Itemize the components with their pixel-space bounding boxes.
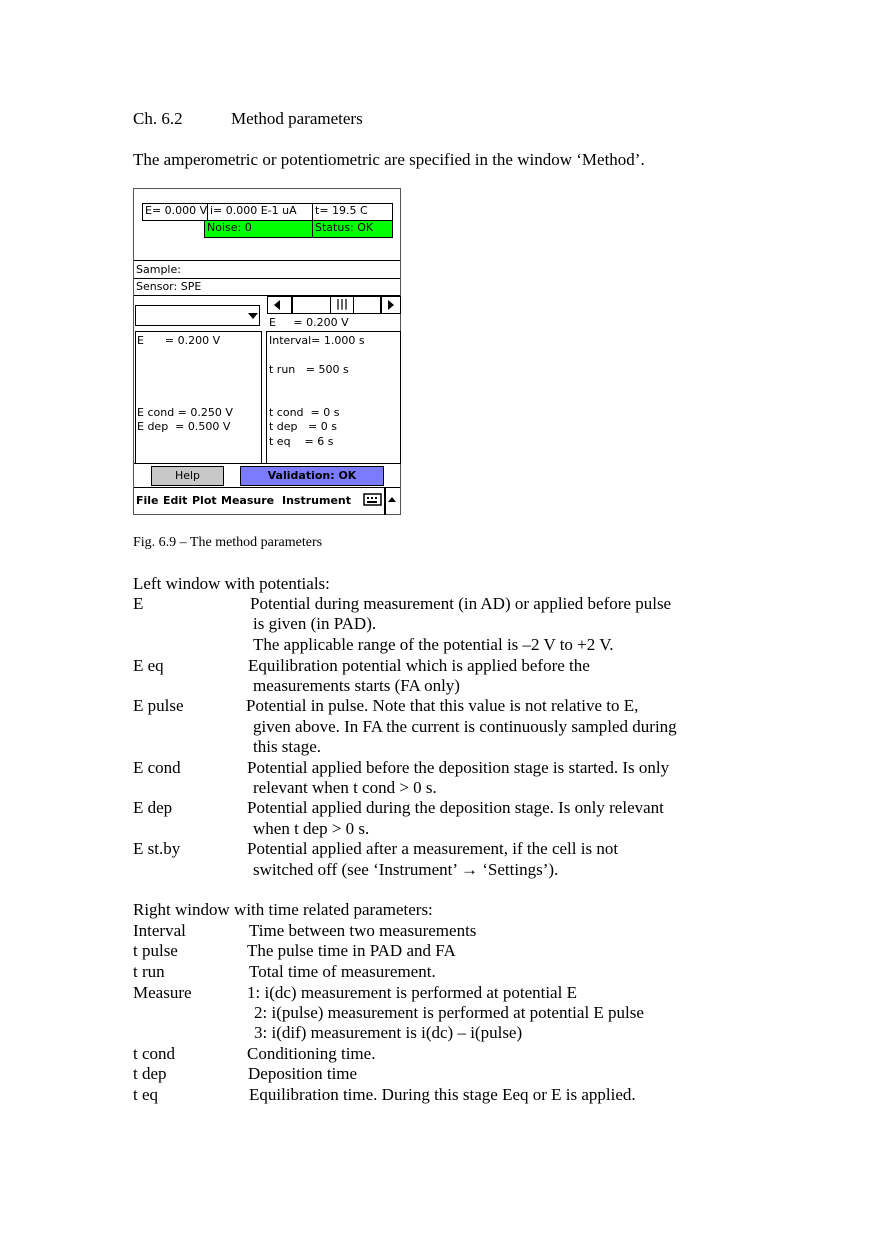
noise-indicator: Noise: 0 — [204, 220, 313, 238]
def-e-dep-line2: when t dep > 0 s. — [253, 819, 370, 838]
menu-instrument[interactable]: Instrument — [282, 494, 351, 507]
param-interval[interactable]: Interval= 1.000 s — [269, 334, 365, 347]
def-e-dep-line1: Potential applied during the deposition stage. Is only relevant — [247, 798, 664, 817]
param-t-cond[interactable]: t cond = 0 s — [269, 406, 340, 419]
mode-select[interactable] — [135, 305, 260, 326]
def-e-line3: The applicable range of the potential is –2 V to +2 V. — [253, 635, 614, 654]
def-t-dep: Deposition time — [248, 1064, 358, 1083]
def-e-pulse-line1: Potential in pulse. Note that this value is not relative to E, — [246, 696, 639, 715]
term-interval: Interval — [133, 921, 186, 940]
figure-caption: Fig. 6.9 – The method parameters — [133, 535, 323, 550]
param-e-dep[interactable]: E dep = 0.500 V — [137, 420, 231, 433]
menu-measure[interactable]: Measure — [221, 494, 275, 507]
method-window-screenshot — [133, 188, 401, 515]
validation-button[interactable]: Validation: OK — [240, 466, 384, 486]
scroll-right-icon[interactable] — [388, 300, 394, 310]
def-e-pulse-line3: this stage. — [253, 737, 321, 756]
horizontal-scrollbar[interactable] — [267, 296, 401, 314]
term-e-cond: E cond — [133, 758, 181, 777]
def-t-eq: Equilibration time. During this stage Eeq or E is applied. — [249, 1085, 636, 1104]
temperature-readout: t= 19.5 C — [312, 203, 393, 221]
def-e-eq-line2: measurements starts (FA only) — [253, 676, 460, 695]
param-e-cond[interactable]: E cond = 0.250 V — [137, 406, 233, 419]
def-interval: Time between two measurements — [249, 921, 477, 940]
def-e-cond-line1: Potential applied before the deposition stage is started. Is only — [247, 758, 670, 777]
param-t-eq[interactable]: t eq = 6 s — [269, 435, 334, 448]
term-e-dep: E dep — [133, 798, 173, 817]
term-e-pulse: E pulse — [133, 696, 184, 715]
def-e-line2: is given (in PAD). — [253, 614, 377, 633]
def-e-eq-line1: Equilibration potential which is applied before the — [248, 656, 590, 675]
def-e-stby-line2: switched off (see ‘Instrument’ → ‘Settings’). — [253, 860, 559, 879]
term-t-dep: t dep — [133, 1064, 167, 1083]
def-t-cond: Conditioning time. — [247, 1044, 376, 1063]
current-readout: i= 0.000 E-1 uA — [207, 203, 313, 221]
chapter-number: Ch. 6.2 — [133, 109, 183, 128]
param-e[interactable]: E = 0.200 V — [137, 334, 221, 347]
term-measure: Measure — [133, 983, 192, 1002]
menu-edit[interactable]: Edit — [163, 494, 188, 507]
potential-readout: E= 0.000 V — [142, 203, 208, 221]
term-t-run: t run — [133, 962, 165, 981]
def-t-run: Total time of measurement. — [249, 962, 436, 981]
left-params-panel[interactable] — [135, 331, 262, 464]
scroll-left-icon[interactable] — [274, 300, 280, 310]
chevron-down-icon — [248, 313, 258, 319]
menu-plot[interactable]: Plot — [192, 494, 217, 507]
term-t-cond: t cond — [133, 1044, 176, 1063]
term-e-eq: E eq — [133, 656, 164, 675]
def-measure-line2: 2: i(pulse) measurement is performed at potential E pulse — [254, 1003, 644, 1022]
def-t-pulse: The pulse time in PAD and FA — [247, 941, 456, 960]
def-measure-line1: 1: i(dc) measurement is performed at potential E — [247, 983, 577, 1002]
sensor-label: Sensor: SPE — [136, 280, 202, 293]
intro-paragraph: The amperometric or potentiometric are specified in the window ‘Method’. — [133, 150, 645, 169]
section-title: Method parameters — [231, 109, 363, 128]
help-button[interactable]: Help — [151, 466, 224, 486]
term-e: E — [133, 594, 144, 613]
right-section-title: Right window with time related parameters: — [133, 900, 433, 919]
def-e-cond-line2: relevant when t cond > 0 s. — [253, 778, 437, 797]
sample-label: Sample: — [136, 263, 181, 276]
param-t-dep[interactable]: t dep = 0 s — [269, 420, 337, 433]
sip-up-arrow-icon[interactable] — [388, 497, 396, 502]
right-header-value: E = 0.200 V — [269, 316, 349, 329]
term-t-pulse: t pulse — [133, 941, 178, 960]
right-params-panel[interactable] — [266, 331, 401, 464]
menu-file[interactable]: File — [136, 494, 159, 507]
left-section-title: Left window with potentials: — [133, 574, 330, 593]
param-t-run[interactable]: t run = 500 s — [269, 363, 349, 376]
keyboard-icon[interactable] — [363, 493, 383, 507]
def-e-pulse-line2: given above. In FA the current is continuously sampled during — [253, 717, 677, 736]
status-indicator: Status: OK — [312, 220, 393, 238]
def-e-line1: Potential during measurement (in AD) or applied before pulse — [250, 594, 672, 613]
term-t-eq: t eq — [133, 1085, 159, 1104]
def-measure-line3: 3: i(dif) measurement is i(dc) – i(pulse) — [254, 1023, 523, 1042]
scroll-thumb[interactable]: ||| — [330, 296, 354, 314]
def-e-stby-line1: Potential applied after a measurement, if the cell is not — [247, 839, 619, 858]
term-e-stby: E st.by — [133, 839, 181, 858]
